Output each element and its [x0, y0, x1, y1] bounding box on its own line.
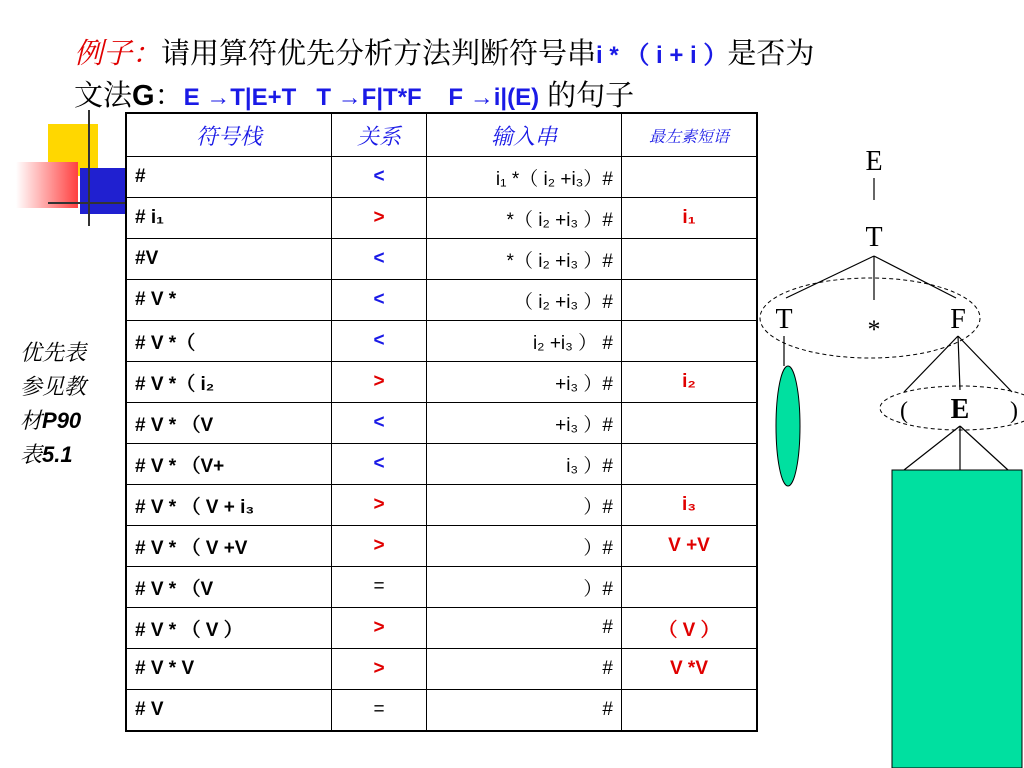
side-note-text: 表 [20, 442, 43, 467]
stack-cell: # V *（ i₂ [126, 362, 332, 403]
tree-edge [786, 256, 874, 298]
relation-cell: = [332, 690, 427, 732]
stack-cell: # V * V [126, 649, 332, 690]
phrase-cell [622, 280, 758, 321]
tree-edge [904, 336, 958, 392]
deco-blue-square [80, 168, 126, 214]
stack-cell: # V * [126, 280, 332, 321]
parse-tree [756, 140, 1024, 768]
title-line-1 [74, 34, 1014, 76]
stack-cell: # i₁ [126, 198, 332, 239]
table-row [126, 321, 757, 362]
stack-cell: # [126, 157, 332, 198]
tree-edge [874, 256, 956, 298]
input-cell: i₂ +i₃ ） # [427, 321, 622, 362]
tree-node-lparen: ( [900, 398, 908, 424]
relation-cell: < [332, 239, 427, 280]
side-note-line-3 [20, 404, 120, 438]
side-note-line-2: 参见教 [20, 374, 87, 399]
tree-node-e-inner: E [950, 394, 970, 425]
side-note [20, 336, 120, 472]
table-row [126, 157, 757, 198]
input-cell: # [427, 690, 622, 732]
side-note-text: 材 [20, 408, 43, 433]
input-cell: *（ i₂ +i₃ ）# [427, 198, 622, 239]
relation-cell: > [332, 485, 427, 526]
header-stack: 符号栈 [126, 113, 332, 157]
operator-precedence-table [125, 112, 758, 732]
table-row [126, 526, 757, 567]
title-text-2: 是否为 [727, 38, 815, 70]
side-note-table-number: 5.1 [42, 442, 73, 467]
relation-cell: > [332, 526, 427, 567]
stack-cell: # V * （ V ） [126, 608, 332, 649]
example-label: 例子： [74, 38, 162, 70]
side-note-line-1: 优先表 [20, 340, 87, 365]
title-text-1: 请用算符优先分析方法判断符号串 [161, 38, 597, 70]
input-cell: # [427, 608, 622, 649]
slide-title [74, 34, 1014, 118]
collapsed-subtree-ellipse [776, 366, 800, 486]
tree-edge [958, 336, 1012, 392]
grammar-rules: E →T|E+T T →F|T*F F →i|(E) [183, 84, 540, 111]
target-string: i * （ i + i ） [596, 42, 728, 69]
tree-edge [960, 426, 1008, 470]
stack-cell: #V [126, 239, 332, 280]
relation-cell: < [332, 444, 427, 485]
phrase-cell: i₁ [622, 198, 758, 239]
grammar-name: G [132, 80, 155, 112]
phrase-cell: i₂ [622, 362, 758, 403]
input-cell: i₁ *（ i₂ +i₃）# [427, 157, 622, 198]
phrase-cell [622, 321, 758, 362]
collapsed-subtree-box [892, 470, 1022, 768]
header-input: 输入串 [427, 113, 622, 157]
stack-cell: # V *（ [126, 321, 332, 362]
table-row [126, 690, 757, 732]
relation-cell: > [332, 198, 427, 239]
input-cell: ）# [427, 526, 622, 567]
tree-node-star: * [867, 315, 881, 344]
tree-node-rparen: ) [1010, 398, 1018, 424]
input-cell: +i₃ ）# [427, 403, 622, 444]
table-header-row [126, 113, 757, 157]
header-relation: 关系 [332, 113, 427, 157]
table-row [126, 280, 757, 321]
stack-cell: # V * （V [126, 567, 332, 608]
relation-cell: = [332, 567, 427, 608]
phrase-cell [622, 157, 758, 198]
input-cell: （ i₂ +i₃ ）# [427, 280, 622, 321]
table-row [126, 649, 757, 690]
table-row [126, 239, 757, 280]
tree-edge [958, 336, 960, 390]
tree-node-t: T [865, 222, 883, 253]
phrase-cell: i₃ [622, 485, 758, 526]
side-note-line-4 [20, 438, 120, 472]
tree-node-root-e: E [865, 146, 883, 177]
title-text-3: 文法 [74, 80, 133, 112]
input-cell: ）# [427, 567, 622, 608]
table-row [126, 485, 757, 526]
phrase-cell [622, 567, 758, 608]
title-text-4: 的句子 [539, 80, 635, 112]
deco-horizontal-line [48, 202, 128, 204]
tree-node-t-child: T [775, 304, 793, 335]
table-body [126, 157, 757, 732]
relation-cell: < [332, 321, 427, 362]
relation-cell: > [332, 362, 427, 403]
title-colon: ： [154, 80, 184, 112]
header-leftmost-prime-phrase: 最左素短语 [622, 113, 758, 157]
stack-cell: # V * （V [126, 403, 332, 444]
relation-cell: < [332, 280, 427, 321]
table-row [126, 567, 757, 608]
phrase-cell: （ V ） [622, 608, 758, 649]
tree-edge [904, 426, 960, 470]
input-cell: *（ i₂ +i₃ ）# [427, 239, 622, 280]
stack-cell: # V [126, 690, 332, 732]
stack-cell: # V * （ V + i₃ [126, 485, 332, 526]
phrase-cell [622, 690, 758, 732]
phrase-cell [622, 444, 758, 485]
relation-cell: > [332, 649, 427, 690]
tree-node-f: F [950, 304, 966, 335]
phrase-cell [622, 239, 758, 280]
table-row [126, 403, 757, 444]
stack-cell: # V * （ V +V [126, 526, 332, 567]
side-note-page: P90 [42, 408, 82, 433]
table-row [126, 608, 757, 649]
input-cell: i₃ ）# [427, 444, 622, 485]
table-row [126, 198, 757, 239]
stack-cell: # V * （V+ [126, 444, 332, 485]
deco-vertical-line [88, 110, 90, 226]
phrase-cell [622, 403, 758, 444]
table-row [126, 444, 757, 485]
input-cell: +i₃ ）# [427, 362, 622, 403]
phrase-cell: V +V [622, 526, 758, 567]
relation-cell: < [332, 403, 427, 444]
phrase-cell: V *V [622, 649, 758, 690]
relation-cell: < [332, 157, 427, 198]
input-cell: # [427, 649, 622, 690]
input-cell: ）# [427, 485, 622, 526]
relation-cell: > [332, 608, 427, 649]
table-row [126, 362, 757, 403]
